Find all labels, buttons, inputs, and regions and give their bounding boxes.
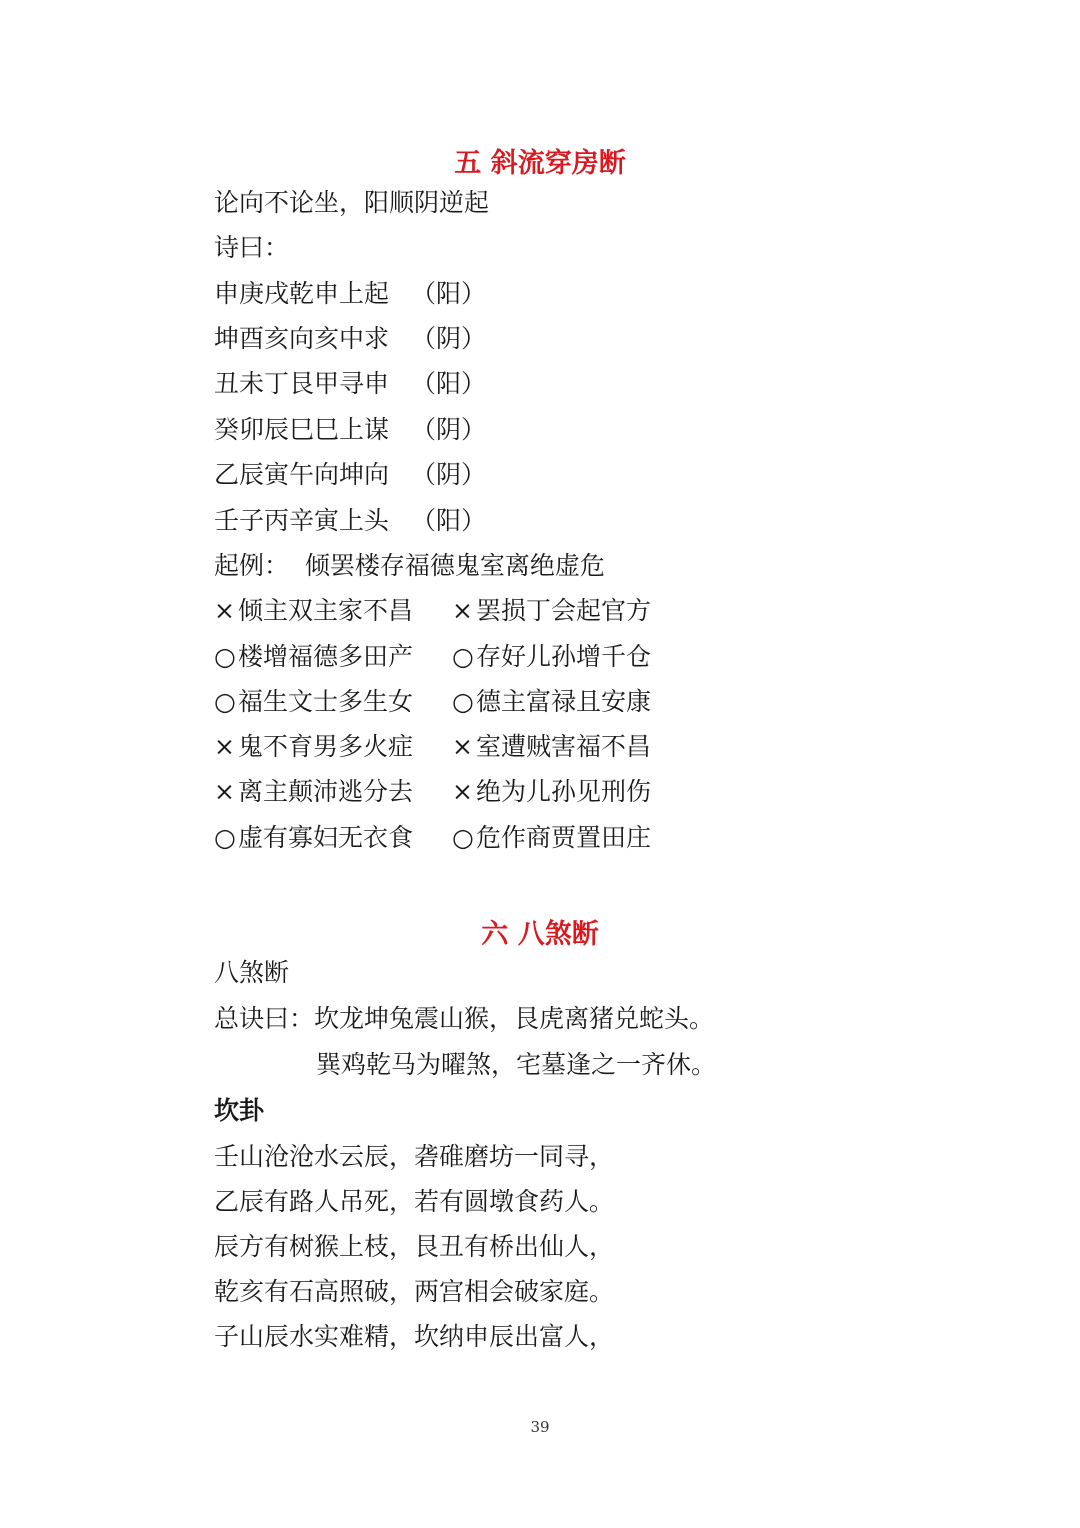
poem-label: 诗曰： [214, 233, 290, 262]
poem-line-text: 申庚戌乾申上起 [214, 279, 390, 308]
verse-text: 楼增福德多田产 [238, 642, 414, 671]
poem-line [214, 460, 486, 490]
poem-line-text: 丑未丁艮甲寻申 [214, 369, 390, 398]
gua-line: 乾亥有石高照破，两宫相会破家庭。 [214, 1277, 615, 1306]
formula-line-1: 总诀曰：坎龙坤兔震山猴，艮虎离猪兑蛇头。 [214, 1004, 715, 1033]
verse-text: 福生文士多生女 [238, 687, 414, 716]
gua-line: 乙辰有路人吊死，若有圆墩食药人。 [214, 1187, 615, 1216]
verse-mark: × [214, 596, 235, 625]
verse-line [214, 642, 651, 672]
poem-line [214, 279, 486, 309]
poem-line [214, 506, 486, 536]
verse-line [214, 596, 651, 626]
poem-line-text: 壬子丙辛寅上头 [214, 506, 390, 535]
poem-line [214, 369, 486, 399]
poem-line-note: （阴） [411, 415, 487, 444]
poem-line [214, 324, 486, 354]
verse-mark: × [214, 777, 235, 806]
verse-text: 虚有寡妇无衣食 [238, 823, 414, 852]
verse-mark: × [452, 596, 473, 625]
verse-mark: ○ [214, 823, 236, 852]
verse-mark: ○ [452, 687, 474, 716]
verse-mark: × [452, 732, 473, 761]
gua-line: 子山辰水实难精，坎纳申辰出富人， [214, 1322, 615, 1351]
poem-line-note: （阴） [411, 460, 487, 489]
section-5-intro: 论向不论坐，阳顺阴逆起 [214, 188, 490, 217]
verse-text: 绝为儿孙见刑伤 [476, 777, 652, 806]
section-5-title: 五 斜流穿房断 [454, 148, 626, 179]
verse-mark: ○ [452, 642, 474, 671]
verse-text: 罢损丁会起官方 [476, 596, 652, 625]
example-line: 起例： 倾罢楼存福德鬼室离绝虚危 [214, 551, 605, 580]
verse-text: 室遭贼害福不昌 [476, 732, 652, 761]
verse-text: 存好儿孙增千仓 [476, 642, 652, 671]
poem-line-note: （阴） [411, 324, 487, 353]
poem-line-note: （阳） [411, 279, 487, 308]
section-6-subtitle: 八煞断 [214, 958, 290, 987]
verse-text: 离主颠沛逃分去 [238, 777, 414, 806]
verse-line [214, 777, 651, 807]
verse-text: 危作商贾置田庄 [476, 823, 652, 852]
section-6-title: 六 八煞断 [481, 919, 599, 950]
verse-text: 德主富禄且安康 [476, 687, 652, 716]
verse-text: 鬼不育男多火症 [238, 732, 414, 761]
verse-mark: × [452, 777, 473, 806]
verse-line [214, 732, 651, 762]
formula-line-2: 巽鸡乾马为曜煞，宅墓逢之一齐休。 [316, 1050, 717, 1079]
poem-line-note: （阳） [411, 369, 487, 398]
gua-line: 辰方有树猴上枝，艮丑有桥出仙人， [214, 1232, 615, 1261]
verse-text: 倾主双主家不昌 [238, 596, 414, 625]
poem-line [214, 415, 486, 445]
page-number: 39 [530, 1418, 550, 1436]
verse-mark: ○ [452, 823, 474, 852]
poem-line-text: 坤酉亥向亥中求 [214, 324, 390, 353]
gua-line: 壬山沧沧水云辰，砻碓磨坊一同寻， [214, 1142, 615, 1171]
gua-heading: 坎卦 [214, 1096, 265, 1125]
verse-line [214, 687, 651, 717]
verse-mark: ○ [214, 642, 236, 671]
verse-mark: × [214, 732, 235, 761]
poem-line-text: 乙辰寅午向坤向 [214, 460, 390, 489]
verse-line [214, 823, 651, 853]
poem-line-note: （阳） [411, 506, 487, 535]
poem-line-text: 癸卯辰巳巳上谋 [214, 415, 390, 444]
verse-mark: ○ [214, 687, 236, 716]
